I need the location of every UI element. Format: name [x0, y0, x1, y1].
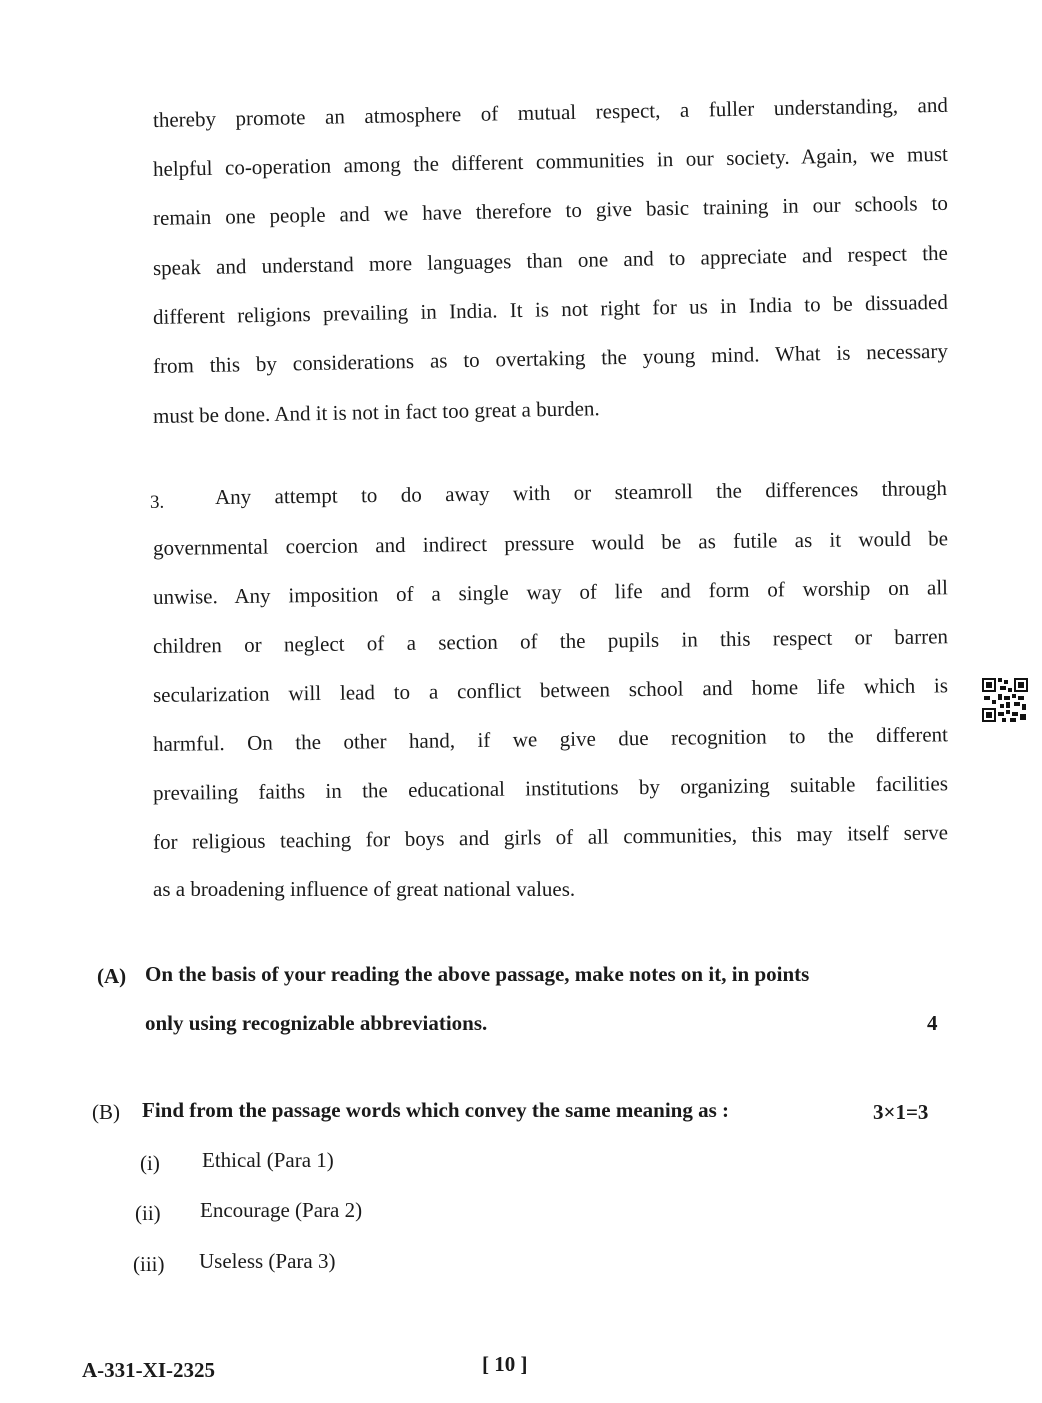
paragraph-line: secularization will lead to a conflict between school and home life which is: [152, 673, 949, 707]
question-label: (B): [92, 1100, 120, 1124]
paragraph-line: for religious teaching for boys and girls of all communities, this may itself serve: [152, 820, 949, 854]
paragraph-line: governmental coercion and indirect pressure would be as futile as it would be: [152, 526, 949, 560]
question-text: On the basis of your reading the above passage, make notes on it, in points: [145, 962, 810, 986]
paragraph-line: helpful co-operation among the different communities in our society. Again, we must: [152, 141, 949, 181]
item-number: (ii): [135, 1201, 161, 1225]
question-label: (A): [97, 964, 127, 988]
paragraph-line: harmful. On the other hand, if we give due recognition to the different: [152, 722, 949, 756]
paragraph-line: from this by considerations as to overtaking the young mind. What is necessary: [152, 338, 949, 378]
paragraph-line: remain one people and we have therefore to give basic training in our schools to: [152, 190, 949, 230]
exam-code: A-331-XI-2325: [82, 1358, 215, 1382]
paragraph-line: as a broadening influence of great national values.: [153, 877, 576, 901]
item-text: Ethical (Para 1): [202, 1148, 334, 1172]
item-number: (iii): [133, 1252, 165, 1276]
question-text: Find from the passage words which convey the same meaning as :: [142, 1098, 730, 1122]
paragraph-line: speak and understand more languages than one and to appreciate and respect the: [152, 240, 949, 280]
item-text: Useless (Para 3): [199, 1249, 336, 1273]
item-number: (i): [140, 1151, 160, 1175]
qr-code-icon: [982, 678, 1028, 722]
paragraph-line: thereby promote an atmosphere of mutual respect, a fuller understanding, and: [152, 92, 949, 132]
paragraph-line: prevailing faiths in the educational institutions by organizing suitable facilities: [152, 771, 949, 805]
paragraph-line: Any attempt to do away with or steamroll the differences through: [214, 476, 948, 509]
paragraph-number: 3.: [150, 492, 165, 513]
item-text: Encourage (Para 2): [200, 1198, 363, 1222]
marks-label: 4: [927, 1011, 938, 1035]
marks-label: 3×1=3: [873, 1100, 929, 1124]
paragraph-line: unwise. Any imposition of a single way of life and form of worship on all: [152, 575, 949, 609]
question-text: only using recognizable abbreviations.: [145, 1011, 488, 1035]
paragraph-line: children or neglect of a section of the pupils in this respect or barren: [152, 624, 949, 658]
paragraph-line: must be done. And it is not in fact too great a burden.: [152, 396, 600, 428]
paragraph-line: different religions prevailing in India. It is not right for us in India to be dissuaded: [152, 289, 949, 329]
page-number: [ 10 ]: [482, 1352, 528, 1376]
